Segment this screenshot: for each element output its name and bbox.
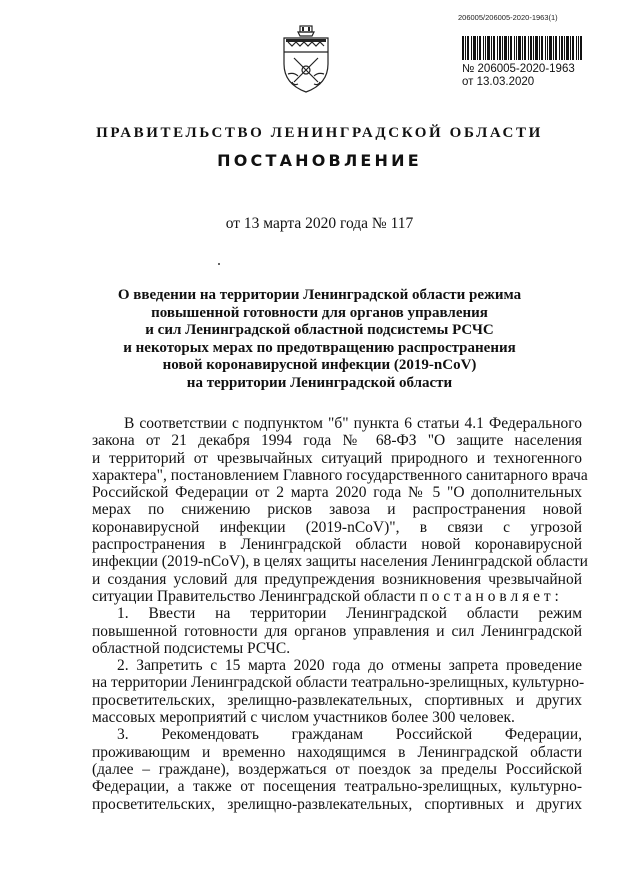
government-name: ПРАВИТЕЛЬСТВО ЛЕНИНГРАДСКОЙ ОБЛАСТИ [96, 125, 543, 141]
body-line: и создания условий для предупреждения возникновения чрезвычайной [92, 570, 582, 588]
registration-date: от 13.03.2020 [462, 76, 535, 88]
body-line: коронавирусной инфекции (2019-nCoV)", в связи с угрозой [92, 518, 582, 536]
body-line: Российской Федерации от 2 марта 2020 года № 5 "О дополнительных [92, 484, 582, 502]
barcode [462, 36, 582, 60]
registration-code: 206005/206005-2020-1963(1) [458, 13, 558, 22]
body-line: массовых мероприятий с числом участников более 300 человек. [92, 709, 515, 727]
body-line: (далее – граждане), воздержаться от поездок за пределы Российской [92, 760, 582, 778]
body-line: областной подсистемы РСЧС. [92, 639, 291, 657]
body-line: ситуации Правительство Ленинградской области п о с т а н о в л я е т : [92, 587, 559, 605]
body-line-item-2: 2. Запретить с 15 марта 2020 года до отмены запрета проведение [117, 657, 582, 675]
body-line: повышенной готовности для органов управления и сил Ленинградской [92, 622, 582, 640]
body-line: просветительских, зрелищно-развлекательных, спортивных и других [92, 691, 582, 709]
body-line: проживающим и временно находящимся в Ленинградской области [92, 743, 582, 761]
body-line: распространения в Ленинградской области новой коронавирусной [92, 536, 582, 554]
document-title [0, 287, 639, 392]
body-line: характера", постановлением Главного государственного санитарного врача [92, 466, 588, 484]
title-line: на территории Ленинградской области [186, 374, 453, 391]
body-line: закона от 21 декабря 1994 года № 68-ФЗ "О защите населения [92, 432, 582, 450]
title-line: повышенной готовности для органов управления [151, 304, 488, 321]
body-line: инфекции (2019-nCoV), в целях защиты населения Ленинградской области [92, 553, 588, 571]
document-body [92, 415, 588, 813]
title-line: новой коронавирусной инфекции (2019-nCoV) [162, 357, 477, 373]
decree-date: от 13 марта 2020 года № 117 [225, 215, 414, 232]
body-line: просветительских, зрелищно-развлекательных, спортивных и других [92, 795, 582, 813]
title-line: и некоторых мерах по предотвращению распространения [123, 339, 516, 356]
body-line-item-1: 1. Ввести на территории Ленинградской области режим [117, 605, 582, 623]
title-line: О введении на территории Ленинградской области режима [117, 287, 522, 303]
body-line: В соответствии с подпунктом "б" пункта 6 статьи 4.1 Федерального [124, 415, 582, 432]
body-line: Федерации, а также от посещения театрально-зрелищных, культурно- [92, 778, 582, 796]
registration-number: № 206005-2020-1963 [462, 63, 575, 75]
body-line: на территории Ленинградской области театрально-зрелищных, культурно- [92, 674, 585, 692]
body-line: мерах по снижению рисков завоза и распространения новой [92, 501, 582, 519]
document-type: ПОСТАНОВЛЕНИЕ [217, 151, 422, 170]
coat-of-arms-icon [278, 24, 334, 94]
body-line-item-3: 3. Рекомендовать гражданам Российской Федерации, [117, 726, 582, 744]
registration-number-block [462, 63, 575, 89]
title-line: и сил Ленинградской областной подсистемы РСЧС [145, 322, 494, 338]
scan-speck [218, 263, 220, 265]
body-line: и территорий от чрезвычайных ситуаций природного и техногенного [92, 449, 582, 467]
